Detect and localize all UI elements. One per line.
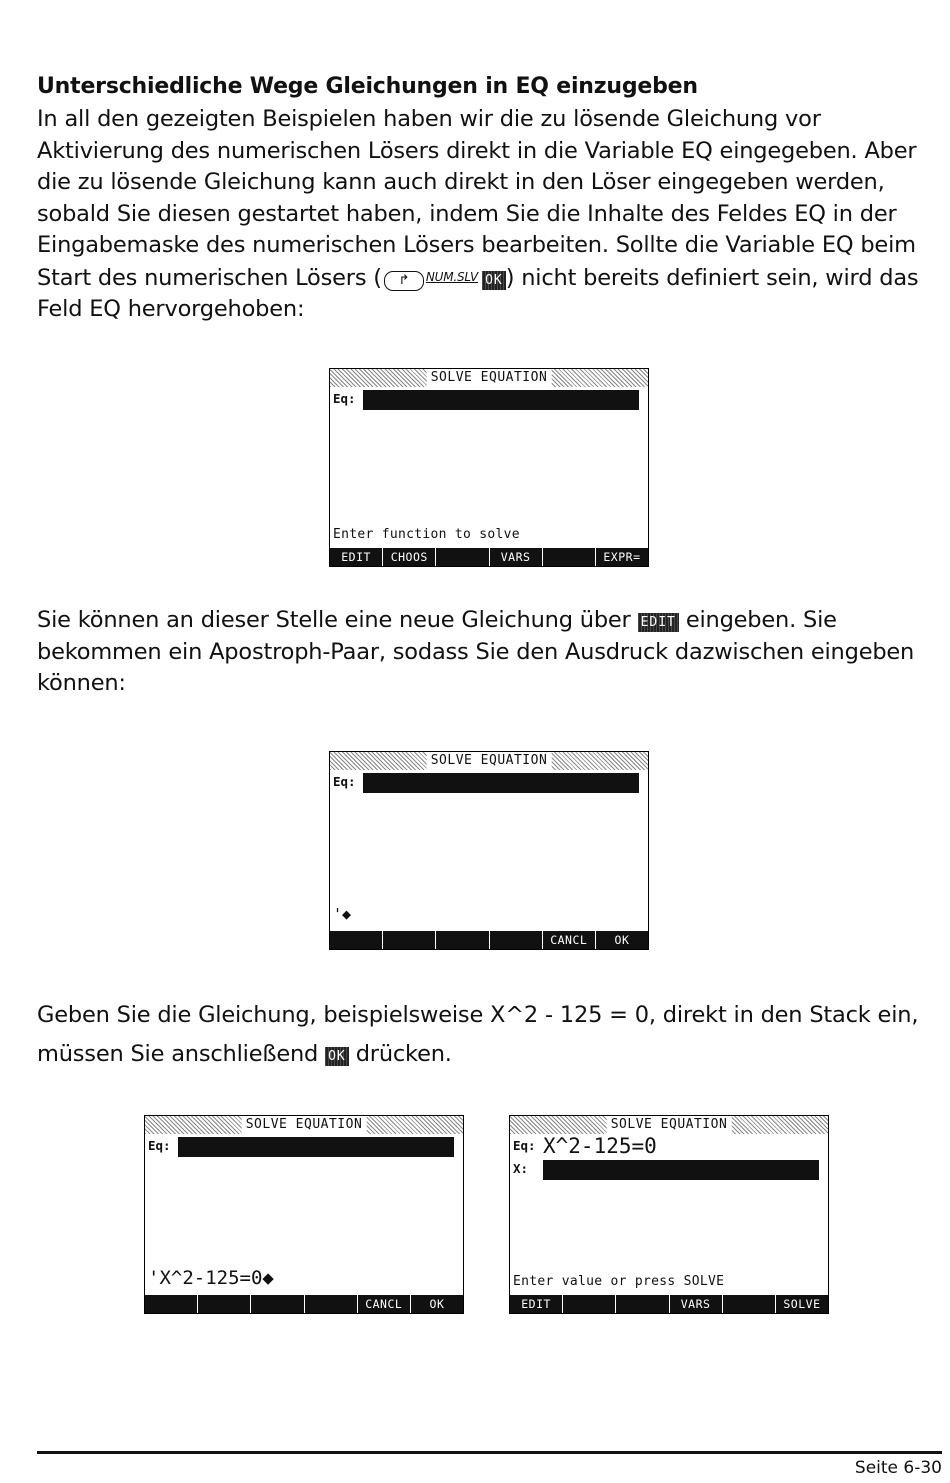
softkey-blank-4[interactable] [490,931,543,949]
x-field-highlighted[interactable] [543,1160,819,1180]
softkey-blank-3[interactable] [436,931,489,949]
numslv-key-label: NUM.SLV [425,269,479,284]
softkey-blank-2[interactable] [383,931,436,949]
softkey-cancel[interactable]: CANCL [358,1295,411,1313]
section-heading: Unterschiedliche Wege Gleichungen in EQ einzugeben [37,74,698,99]
softkey-edit[interactable]: EDIT [330,548,383,566]
softkey-menu [330,931,648,949]
intro-text-before: In all den gezeigten Beispielen haben wir die zu lösende Gleichung vor Aktivierung des numerischen Lösers direkt in die Variable EQ eingegeben. Aber die zu lösende Gleichung kann auch direkt in den Löser eingegeben werden, sobald Sie diesen gestartet haben, indem Sie die Inhalte des Feldes EQ in der Eingabemaske des numerischen Lösers bearbeiten. Sollte die Variable EQ beim Start des numerischen Lösers ( [37,106,917,291]
softkey-blank-2[interactable] [198,1295,251,1313]
softkey-ok[interactable]: OK [614,933,630,947]
softkey-blank-2[interactable] [563,1295,616,1313]
screen-title: SOLVE EQUATION [242,1116,367,1134]
softkey-cancel[interactable]: CANCL [543,931,596,949]
edit-text-after: eingeben. Sie bekommen ein Apostroph-Paar, sodass Sie den Ausdruck dazwischen eingeben können: [37,607,915,696]
stack-text-after: drücken. [355,1041,452,1067]
softkey-blank-3[interactable] [436,548,489,566]
softkey-menu [145,1295,463,1313]
eq-field-label: Eq: [333,774,356,789]
eq-field-highlighted[interactable] [363,390,639,410]
softkey-vars[interactable]: VARS [670,1295,723,1313]
screen-titlebar [330,752,648,770]
eq-field-label: Eq: [513,1138,536,1153]
eq-field-value[interactable]: X^2-125=0 [543,1134,657,1158]
stack-text-before: Geben Sie die Gleichung, beispielsweise X^2 - 125 = 0, direkt in den Stack ein, müssen Sie anschließend [37,1002,919,1067]
softkey-solve[interactable]: SOLVE [783,1297,821,1311]
status-line: Enter value or press SOLVE [513,1274,725,1289]
softkey-blank-5[interactable] [543,548,596,566]
softkey-blank-3[interactable] [616,1295,669,1313]
softkey-vars[interactable]: VARS [490,548,543,566]
eq-field-highlighted[interactable] [178,1137,454,1157]
softkey-blank-3[interactable] [251,1295,304,1313]
footer-rule [37,1451,942,1454]
eq-field-highlighted[interactable] [363,773,639,793]
ok-softkey: OK [482,271,506,290]
screen-titlebar [330,369,648,387]
softkey-blank-4[interactable] [305,1295,358,1313]
eq-field-label: Eq: [148,1138,171,1153]
softkey-blank-1[interactable] [330,931,383,949]
right-shift-key-icon: ↱ [384,271,424,291]
calculator-screen-solve-editing [329,751,649,950]
status-line: Enter function to solve [333,527,520,542]
page-number: Seite 6-30 [854,1458,942,1478]
edit-softkey: EDIT [638,613,679,632]
intro-text-after: ) nicht bereits definiert sein, wird das Feld EQ hervorgehoben: [37,264,919,322]
softkey-blank-1[interactable] [145,1295,198,1313]
softkey-menu [510,1295,828,1313]
screen-titlebar [145,1116,463,1134]
ok-softkey: OK [325,1047,349,1066]
softkey-expr[interactable]: EXPR= [603,550,641,564]
command-line[interactable]: 'X^2-125=0◆ [148,1267,274,1289]
edit-paragraph [37,605,942,700]
x-field-label: X: [513,1161,529,1176]
screen-title: SOLVE EQUATION [607,1116,732,1134]
eq-field-label: Eq: [333,391,356,406]
softkey-blank-5[interactable] [723,1295,776,1313]
command-line[interactable]: '◆ [333,905,352,923]
calculator-screen-solve-typed [144,1115,464,1314]
edit-text-before: Sie können an dieser Stelle eine neue Gleichung über [37,607,631,633]
intro-paragraph [37,104,942,326]
calculator-screen-solve-empty [329,368,649,567]
softkey-edit[interactable]: EDIT [510,1295,563,1313]
screen-title: SOLVE EQUATION [427,752,552,770]
screen-title: SOLVE EQUATION [427,369,552,387]
softkey-menu [330,548,648,566]
screen-titlebar [510,1116,828,1134]
stack-paragraph [37,996,942,1074]
calculator-screen-solve-entered [509,1115,829,1314]
softkey-ok[interactable]: OK [429,1297,445,1311]
softkey-choos[interactable]: CHOOS [383,548,436,566]
